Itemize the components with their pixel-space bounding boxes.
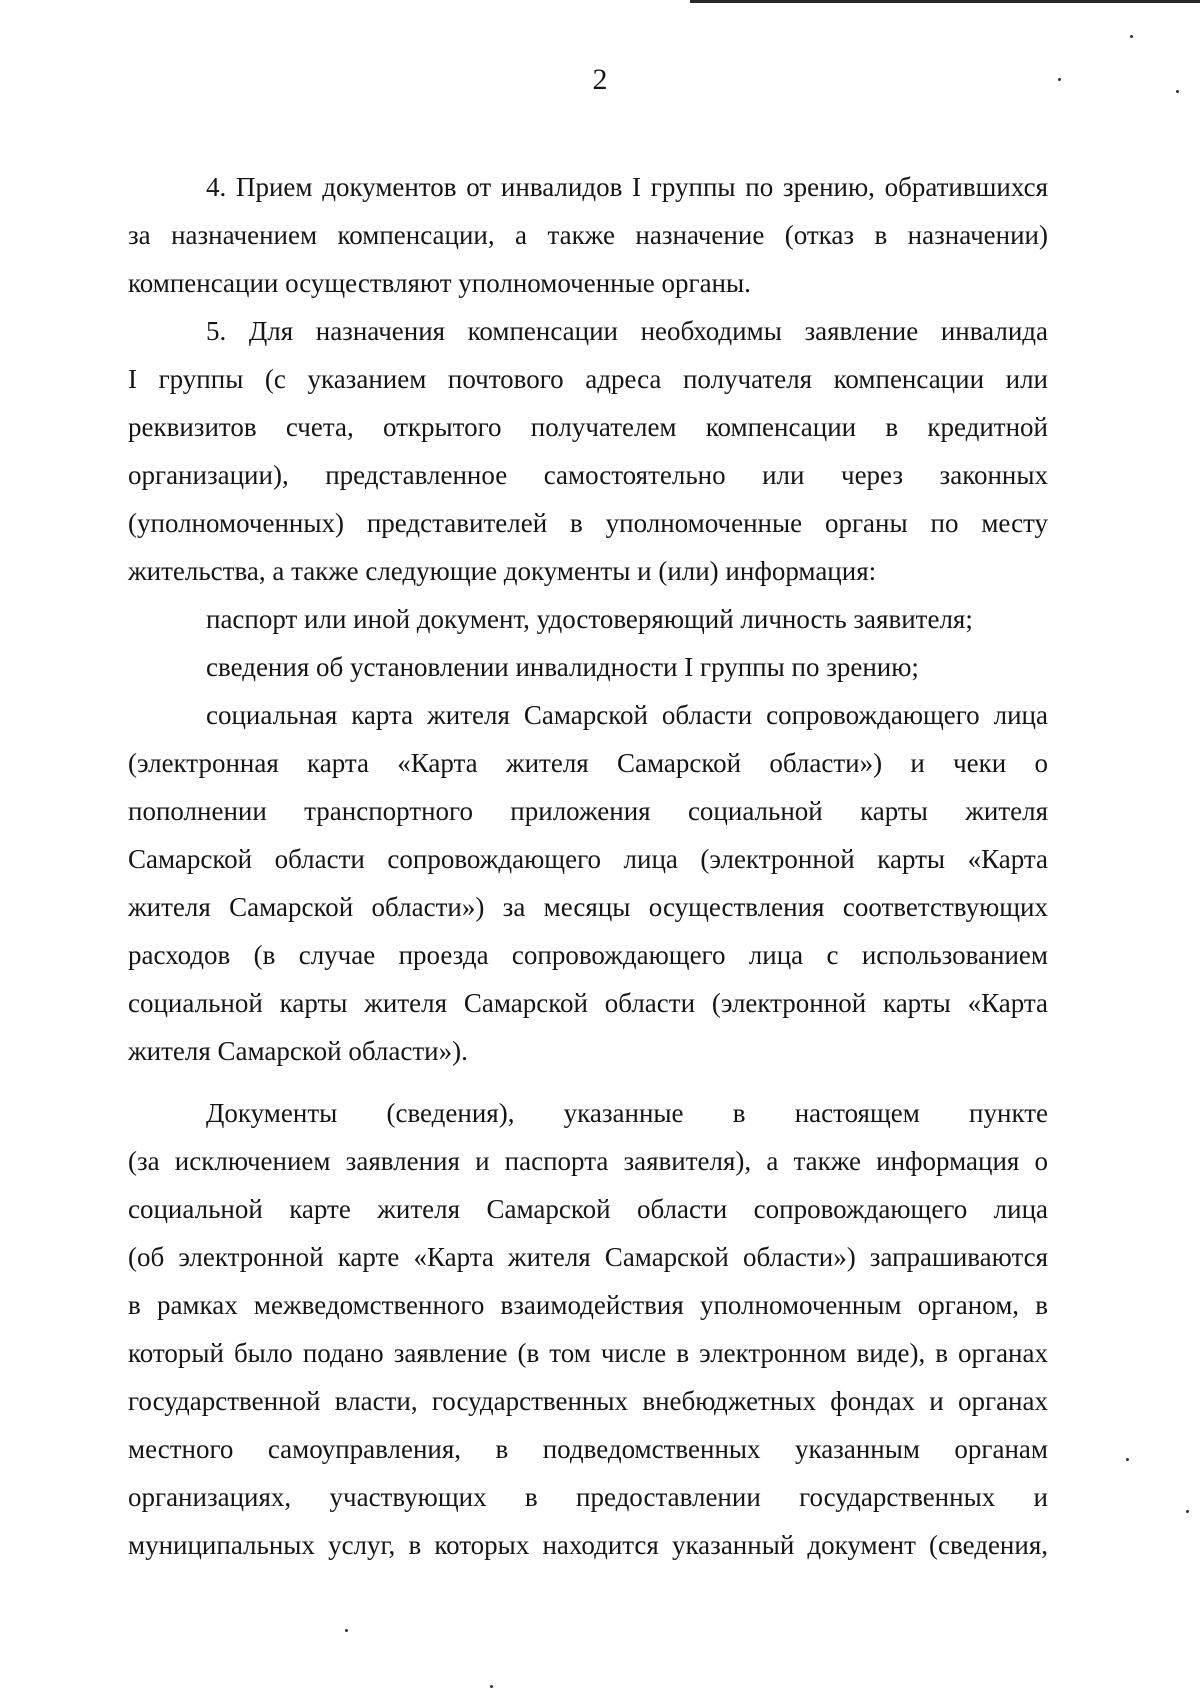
text-line: государственной власти, государственных внебюджетных фондах и органах [128, 1386, 1048, 1416]
text-line: жителя Самарской области»). [128, 1036, 468, 1066]
scan-speck [490, 1685, 493, 1688]
text-line: социальной карты жителя Самарской области (электронной карты «Карта [128, 988, 1048, 1018]
text-line: компенсации осуществляют уполномоченные органы. [128, 268, 751, 298]
text-line: организациях, участвующих в предоставлении государственных и [128, 1482, 1048, 1512]
text-line: I группы (с указанием почтового адреса получателя компенсации или [128, 364, 1048, 394]
paragraph-4 [128, 163, 1048, 307]
text-line: реквизитов счета, открытого получателем компенсации в кредитной [128, 412, 1048, 442]
list-item-passport [128, 595, 1048, 643]
paragraph-5 [128, 307, 1048, 595]
text-line: социальная карта жителя Самарской области сопровождающего лица [206, 700, 1048, 730]
scan-speck [345, 1629, 348, 1632]
list-item-social-card [128, 691, 1048, 1075]
text-line: муниципальных услуг, в которых находится указанный документ (сведения, [128, 1530, 1048, 1560]
text-line: расходов (в случае проезда сопровождающего лица с использованием [128, 940, 1048, 970]
text-line: пополнении транспортного приложения социальной карты жителя [128, 796, 1048, 826]
paragraph-documents-requested [128, 1089, 1048, 1569]
scan-speck [1058, 78, 1061, 81]
text-line: (уполномоченных) представителей в уполномоченные органы по месту [128, 508, 1048, 538]
text-line: Документы (сведения), указанные в настоящем пункте [206, 1098, 1048, 1128]
document-body [128, 163, 1048, 1569]
text-line: сведения об установлении инвалидности I группы по зрению; [206, 652, 919, 682]
text-line: в рамках межведомственного взаимодействия уполномоченным органом, в [128, 1290, 1048, 1320]
scan-edge-line [690, 0, 1200, 3]
text-line: социальной карте жителя Самарской области сопровождающего лица [128, 1194, 1048, 1224]
text-line: который было подано заявление (в том числе в электронном виде), в органах [128, 1338, 1048, 1368]
paragraph-gap [128, 1075, 1048, 1089]
text-line: паспорт или иной документ, удостоверяющий личность заявителя; [206, 604, 973, 634]
text-line: жителя Самарской области») за месяцы осуществления соответствующих [128, 892, 1048, 922]
page-number: 2 [592, 63, 608, 96]
list-item-disability [128, 643, 1048, 691]
text-line: (об электронной карте «Карта жителя Самарской области») запрашиваются [128, 1242, 1048, 1272]
scan-speck [1186, 1510, 1189, 1513]
scan-speck [1176, 90, 1179, 93]
scan-speck [1130, 35, 1133, 38]
text-line: (электронная карта «Карта жителя Самарской области») и чеки о [128, 748, 1048, 778]
text-line: за назначением компенсации, а также назначение (отказ в назначении) [128, 220, 1048, 250]
text-line: 5. Для назначения компенсации необходимы заявление инвалида [206, 316, 1048, 346]
text-line: Самарской области сопровождающего лица (электронной карты «Карта [128, 844, 1048, 874]
text-line: (за исключением заявления и паспорта заявителя), а также информация о [128, 1146, 1048, 1176]
text-line: местного самоуправления, в подведомственных указанным органам [128, 1434, 1048, 1464]
scan-speck [1126, 1458, 1129, 1461]
text-line: организации), представленное самостоятельно или через законных [128, 460, 1048, 490]
text-line: 4. Прием документов от инвалидов I группы по зрению, обратившихся [206, 172, 1048, 202]
text-line: жительства, а также следующие документы и (или) информация: [128, 556, 877, 586]
